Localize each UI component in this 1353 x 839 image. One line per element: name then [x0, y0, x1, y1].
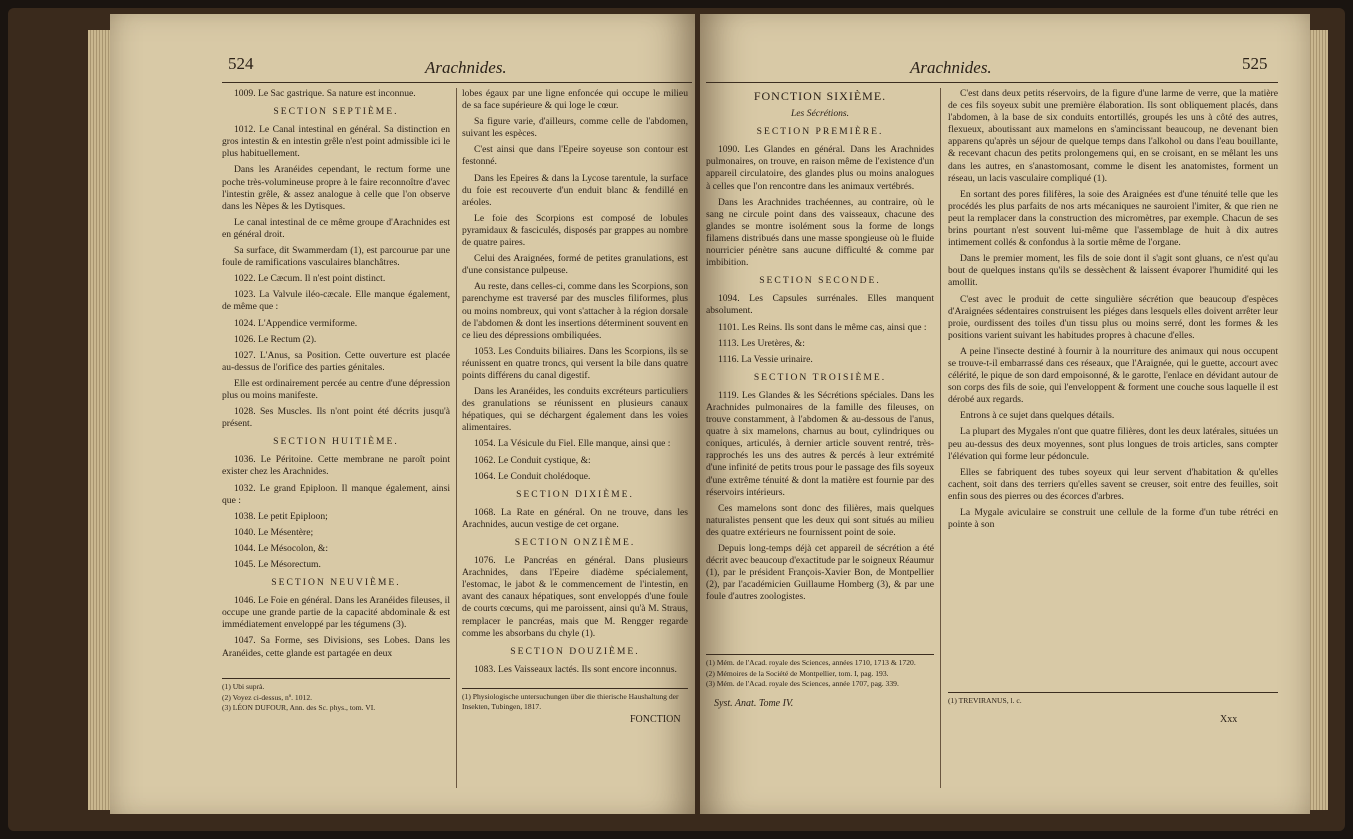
paragraph: 1036. Le Péritoine. Cette membrane ne paroît point exister chez les Arachnides.: [222, 454, 450, 478]
left-page-edges: [88, 30, 112, 810]
paragraph: Elles se fabriquent des tubes soyeux qui leur servent d'habitation & qu'elles cachent, soit dans des terriers qu'elles savent se creuser, soit entre des feuilles, soit enfin sous des pierres ou des écorces d'arbres.: [948, 466, 1278, 502]
paragraph: Le canal intestinal de ce même groupe d'Arachnides est en général droit.: [222, 216, 450, 240]
paragraph: Dans les Epeires & dans la Lycose tarentule, la surface du foie est recouverte d'un enduit blanc & fendillé en aréoles.: [462, 172, 688, 208]
footnote: (2) Mémoires de la Société de Montpellier, tom. I, pag. 193.: [706, 668, 889, 678]
paragraph: Celui des Araignées, formé de petites granulations, est d'une consistance pulpeuse.: [462, 253, 688, 277]
signature-letters: Xxx: [1220, 714, 1238, 725]
paragraph: Depuis long-temps déjà cet appareil de sécrétion a été décrit avec beaucoup d'exactitude par le soigneux Réaumur (1), par le président François-Xavier Bon, de Montpellier (2), par l'académicien Guillaume Homberg (3), & par une foule d'autres zoologistes.: [706, 543, 934, 603]
paragraph: La plupart des Mygales n'ont que quatre filières, dont les deux latérales, situées un peu au-dessus des deux moyennes, sont plus longues de trois articles, sans compter l'élévation qui forme leur pédoncule.: [948, 426, 1278, 462]
footnote: (3) Mém. de l'Acad. royale des Sciences, année 1707, pag. 339.: [706, 679, 899, 688]
paragraph: C'est dans deux petits réservoirs, de la figure d'une larme de verre, que la matière de ces fils soyeux subit une première élaboration. Ils sont obliquement placés, dans l'abdomen, à la base de six conduits entortillés, groupés les uns à côté des autres, flexueux, aboutissant aux mamelons en s'amincissant beaucoup, ne devenant bien apparens qu'après un séjour de quelque temps dans l'alkohol ou dans l'eau bouillante, & recevant chacun des petits prolongemens qui, en se croisant, en se mêlant les uns dans les autres, en s'anastomosant, comme le disent les anatomistes, forment un réseau, un lacis vasculaire compliqué (1).: [948, 88, 1278, 184]
section-heading: SECTION ONZIÈME.: [514, 537, 636, 548]
paragraph: 1046. Le Foie en général. Dans les Aranéides fileuses, il occupe une grande partie de la capacité abdominale & est immédiatement enveloppé par les tégumens (3).: [222, 595, 450, 631]
right-column-1: [706, 88, 934, 607]
footnote-rule: [706, 654, 934, 655]
paragraph: 1009. Le Sac gastrique. Sa nature est inconnue.: [234, 88, 416, 99]
paragraph: En sortant des pores filifères, la soie des Araignées est d'une ténuité telle que les procédés les plus parfaits de nos arts mécaniques ne sauroient l'imiter, & que rien ne peut la remplacer dans la construction des micromètres, par exemple. Chacun de ses brins pourtant n'est souvent lui-même que l'assemblage de huit à dix autres intimement collés & confondus à la sortie même de l'organe.: [948, 188, 1278, 249]
page-number: 525: [1242, 54, 1268, 73]
paragraph: Sa figure varie, d'ailleurs, comme celle de l'abdomen, suivant les espèces.: [462, 116, 688, 140]
paragraph: A peine l'insecte destiné à fournir à la nourriture des animaux qui nous occupent se trouve-t-il embarrassé dans ces réseaux, que l'Araignée, qui le guette, accourt avec célérité, le pique de son dard empoisonné, & le garotte, l'enlace en dévidant autour de son corps des fils de soie, qui l'enveloppent & forment une couche sous laquelle il est dérobé aux regards.: [948, 345, 1278, 406]
paragraph: lobes égaux par une ligne enfoncée qui occupe le milieu de sa face supérieure & qui loge le cœur.: [462, 88, 688, 112]
paragraph: 1064. Le Conduit cholédoque.: [474, 470, 591, 482]
footnote-rule: [462, 688, 688, 689]
paragraph: Dans les Arachnides trachéennes, au contraire, où le sang ne circule point dans des vaisseaux, chacune des glandes se montre isolément sous la forme de longs filamens distribués dans une masse spongieuse où le fluide nourricier pénètre sans aucune difficulté & comme par imbibition.: [706, 196, 934, 269]
section-heading: SECTION NEUVIÈME.: [271, 577, 401, 589]
paragraph: C'est avec le produit de cette singulière sécrétion que beaucoup d'espèces d'Araignées sédentaires construisent les piéges dans lesquels elles doivent arrêter leur proie, ourdissent des toiles d'un tissu plus ou moins serré, dont les formes & les positions varient suivant les habitudes propres à chacune d'elles.: [948, 293, 1278, 341]
paragraph: 1022. Le Cæcum. Il n'est point distinct.: [234, 273, 386, 285]
section-heading: SECTION HUITIÈME.: [273, 436, 399, 448]
paragraph: La Mygale aviculaire se construit une cellule de la forme d'un tube rétréci en pointe à son: [948, 507, 1278, 531]
paragraph: 1076. Le Pancréas en général. Dans plusieurs Arachnides, dans l'Epeire diadème spécialement, l'estomac, le jabot & le commencement de l'intestin, en avant des canaux hépatiques, sont enveloppés d'une foule de courts cœcums, qui me paroissent, ainsi qu'à M. Straus, remplacer le pancréas, mais que M. Rengger regarde comme les absorbans du chyle (1).: [462, 555, 688, 639]
section-heading: SECTION SEPTIÈME.: [273, 106, 399, 118]
right-page-edges: [1308, 30, 1328, 810]
paragraph: Entrons à ce sujet dans quelques détails.: [960, 410, 1115, 422]
paragraph: Sa surface, dit Swammerdam (1), est parcourue par une foule de ramifications vasculaires blanchâtres.: [222, 245, 450, 269]
fonction-title: FONCTION SIXIÈME.: [753, 89, 887, 103]
paragraph: 1012. Le Canal intestinal en général. Sa distinction en gros intestin & en intestin grêle n'est point admissible ici le plus habituellement.: [222, 124, 450, 160]
paragraph: C'est ainsi que dans l'Epeire soyeuse son contour est festonné.: [462, 144, 688, 168]
header-rule: [706, 82, 1278, 83]
paragraph: 1044. Le Mésocolon, &:: [234, 542, 329, 554]
section-heading: SECTION SECONDE.: [759, 275, 881, 287]
right-footnotes: [706, 658, 934, 690]
running-header: Arachnides.: [425, 58, 507, 77]
paragraph: Elle est ordinairement percée au centre d'une dépression plus ou moins manifeste.: [222, 377, 450, 401]
footnote: (3) LÉON DUFOUR, Ann. des Sc. phys., tom. VI.: [222, 703, 376, 712]
paragraph: 1053. Les Conduits biliaires. Dans les Scorpions, ils se réunissent en quatre troncs, qui versent la bile dans quatre points différens du canal digestif.: [462, 345, 688, 381]
paragraph: 1026. Le Rectum (2).: [234, 333, 317, 345]
left-column-1: [222, 88, 450, 664]
signature-mark: Syst. Anat. Tome IV.: [714, 698, 794, 709]
paragraph: 1090. Les Glandes en général. Dans les Arachnides pulmonaires, on trouve, en raison même de l'existence d'un appareil circulatoire, des glandes plus ou moins analogues à celles que l'on rencontre dans les animaux vertébrés.: [706, 144, 934, 192]
right-footnote-2: (1) TREVIRANUS, l. c.: [948, 696, 1022, 705]
paragraph: 1027. L'Anus, sa Position. Cette ouverture est placée au-dessus de l'orifice des parties génitales.: [222, 349, 450, 373]
paragraph: Dans les Aranéides cependant, le rectum forme une poche très-volumineuse propre à le faire reconnoître d'avec l'intestin grêle, & assez analogue à celle que l'on observe dans les Nèpes & les Dytisques.: [222, 164, 450, 212]
column-divider: [940, 88, 941, 788]
paragraph: Dans les Aranéides, les conduits excréteurs particuliers des granulations se réunissent en plusieurs canaux hépatiques, qui se déchargent également dans les voies alimentaires.: [462, 386, 688, 434]
paragraph: 1119. Les Glandes & les Sécrétions spéciales. Dans les Arachnides pulmonaires de la famille des fileuses, on trouve constamment, à l'abdomen & au-dessous de l'anus, quatre à six mamelons, charnus au bout, cylindriques ou coniques, articulés, à dernier article souvent rentré, très-rapprochés les uns des autres & percés à leur extrémité d'une infinité de petits trous pour le passage des fils soyeux d'une extrême ténuité & dont la matière est fournie par des réservoirs intérieurs.: [706, 389, 934, 498]
paragraph: 1045. Le Mésorectum.: [234, 559, 321, 570]
paragraph: 1116. La Vessie urinaire.: [718, 353, 813, 365]
paragraph: 1047. Sa Forme, ses Divisions, ses Lobes. Dans les Aranéides, cette glande est partagée en deux: [222, 635, 450, 659]
left-footnotes: [222, 682, 450, 714]
paragraph: 1068. La Rate en général. On ne trouve, dans les Arachnides, aucun vestige de cet organe.: [462, 506, 688, 530]
footnote-rule: [948, 692, 1278, 693]
footnote: (1) Ubi suprà.: [222, 682, 265, 691]
paragraph: 1062. Le Conduit cystique, &:: [474, 454, 591, 466]
paragraph: 1038. Le petit Epiploon;: [234, 510, 328, 522]
page-number: 524: [228, 54, 254, 73]
right-page: [700, 14, 1310, 814]
header-rule: [222, 82, 692, 83]
paragraph: 1113. Les Uretères, &:: [718, 337, 805, 349]
paragraph: Le foie des Scorpions est composé de lobules pyramidaux & fasciculés, disposés par grappes au nombre de quatre paires.: [462, 212, 688, 249]
paragraph: Au reste, dans celles-ci, comme dans les Scorpions, son parenchyme est traversé par des muscles filiformes, plus ou moins nombreux, qui vont s'attacher à la région dorsale de l'abdomen & dont les insertions déterminent souvent en ce lieu des dépressions ombiliquées.: [462, 281, 688, 341]
paragraph: 1028. Ses Muscles. Ils n'ont point été décrits jusqu'à présent.: [222, 406, 450, 430]
running-header: Arachnides.: [910, 58, 992, 77]
paragraph: Dans le premier moment, les fils de soie dont il s'agit sont gluans, ce n'est qu'au bout de quelques instans qu'ils se dessèchent & laissent évaporer l'humidité qui les amollit.: [948, 253, 1278, 289]
section-heading: SECTION DIXIÈME.: [516, 488, 634, 500]
column-divider: [456, 88, 457, 788]
left-page: [110, 14, 695, 814]
paragraph: 1094. Les Capsules surrénales. Elles manquent absolument.: [706, 293, 934, 317]
paragraph: 1083. Les Vaisseaux lactés. Ils sont encore inconnus.: [474, 663, 677, 675]
section-heading: SECTION PREMIÈRE.: [756, 126, 884, 138]
paragraph: Ces mamelons sont donc des filières, mais quelques naturalistes pensent que les deux qui sont situés au milieu des quatre extérieurs ne fournissent point de soie.: [706, 502, 934, 538]
catchword: FONCTION: [630, 714, 681, 725]
paragraph: 1024. L'Appendice vermiforme.: [234, 317, 358, 329]
left-column-2: [462, 88, 688, 680]
section-heading: SECTION DOUZIÈME.: [510, 645, 640, 657]
footnote: (2) Voyez ci-dessus, nº. 1012.: [222, 692, 313, 702]
paragraph: 1054. La Vésicule du Fiel. Elle manque, ainsi que :: [474, 438, 671, 450]
paragraph: 1040. Le Mésentère;: [234, 526, 314, 538]
section-heading: SECTION TROISIÈME.: [753, 371, 887, 383]
left-footnote-2: (1) Physiologische untersuchungen über die thierische Haushaltung der Insekten, Tubingen, 1817.: [462, 692, 679, 711]
paragraph: 1023. La Valvule iléo-cæcale. Elle manque également, de même que :: [222, 289, 450, 313]
paragraph: 1032. Le grand Epiploon. Il manque également, ainsi que :: [222, 482, 450, 506]
footnote: (1) Mém. de l'Acad. royale des Sciences, années 1710, 1713 & 1720.: [706, 658, 916, 667]
subtitle: Les Sécrétions.: [790, 108, 850, 120]
paragraph: 1101. Les Reins. Ils sont dans le même cas, ainsi que :: [718, 321, 927, 333]
right-column-2: [948, 88, 1278, 535]
footnote-rule: [222, 678, 450, 679]
